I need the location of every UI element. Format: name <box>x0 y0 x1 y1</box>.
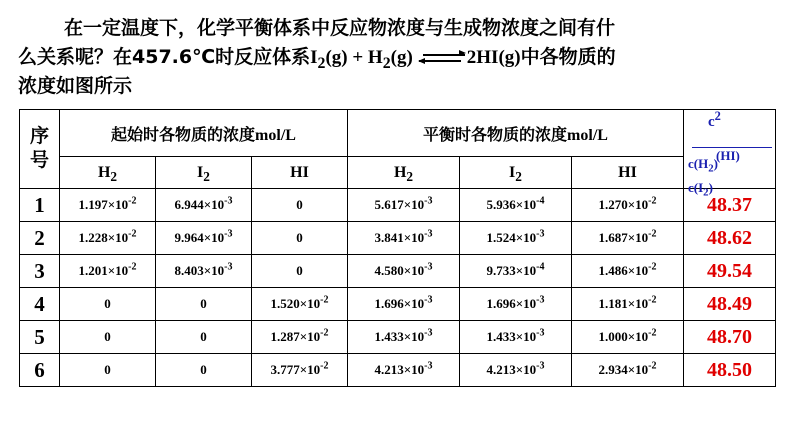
row-number: 3 <box>20 255 60 288</box>
concentration-cell: $2.934\times 10^{-2}$ <box>572 354 684 387</box>
table-body <box>20 189 776 387</box>
species-header-2: HI <box>252 157 348 189</box>
species-header-0: $H_2$ <box>60 157 156 189</box>
concentration-cell: 0 <box>156 288 252 321</box>
concentration-cell: 0 <box>60 321 156 354</box>
concentration-cell: $1.270\times 10^{-2}$ <box>572 189 684 222</box>
row-number: 6 <box>20 354 60 387</box>
intro-line-2 <box>18 43 788 72</box>
concentration-cell: $1.000\times 10^{-2}$ <box>572 321 684 354</box>
equilibrium-ratio-value: 48.70 <box>684 321 776 354</box>
table-header-row <box>20 110 776 157</box>
concentration-cell: $1.228\times 10^{-2}$ <box>60 222 156 255</box>
concentration-cell: $8.403\times 10^{-3}$ <box>156 255 252 288</box>
concentration-cell: $1.197\times 10^{-2}$ <box>60 189 156 222</box>
concentration-cell: $1.687\times 10^{-2}$ <box>572 222 684 255</box>
concentration-cell: $5.936\times 10^{-4}$ <box>460 189 572 222</box>
table-row <box>20 189 776 222</box>
seq-header <box>20 110 60 189</box>
concentration-cell: $1.486\times 10^{-2}$ <box>572 255 684 288</box>
concentration-cell: $4.580\times 10^{-3}$ <box>348 255 460 288</box>
intro-line-2-prefix: 么关系呢？在457.6℃时反应体系 <box>18 46 311 68</box>
table-row <box>20 354 776 387</box>
concentration-cell: 0 <box>156 321 252 354</box>
concentration-table <box>19 109 776 387</box>
reaction-reactants: $I_2(g) + H_2(g)$ <box>310 47 413 72</box>
table-row <box>20 222 776 255</box>
concentration-cell: $1.287\times 10^{-2}$ <box>252 321 348 354</box>
intro-line-3: 浓度如图所示 <box>18 75 133 97</box>
intro-text <box>18 14 788 101</box>
concentration-cell: 0 <box>252 189 348 222</box>
equilibrium-ratio-value: 48.62 <box>684 222 776 255</box>
concentration-cell: 0 <box>252 222 348 255</box>
reaction-product: 2HI(g) <box>466 47 521 68</box>
concentration-cell: $4.213\times 10^{-3}$ <box>348 354 460 387</box>
intro-line-1: 在一定温度下，化学平衡体系中反应物浓度与生成物浓度之间有什 <box>64 17 616 39</box>
equilibrium-ratio-formula: $c^2$ (HI) $c(H_2)$ $c(I_2)$ <box>688 110 773 210</box>
seq-header-label: 序号 <box>29 126 49 171</box>
concentration-cell: $1.181\times 10^{-2}$ <box>572 288 684 321</box>
concentration-cell: $1.201\times 10^{-2}$ <box>60 255 156 288</box>
concentration-cell: $1.696\times 10^{-3}$ <box>348 288 460 321</box>
species-header-row <box>20 157 776 189</box>
equilibrium-arrow-icon <box>419 51 465 65</box>
equilibrium-ratio-value: 48.49 <box>684 288 776 321</box>
row-number: 4 <box>20 288 60 321</box>
concentration-cell: $9.964\times 10^{-3}$ <box>156 222 252 255</box>
concentration-cell: $4.213\times 10^{-3}$ <box>460 354 572 387</box>
table-row <box>20 255 776 288</box>
species-header-1: $I_2$ <box>156 157 252 189</box>
species-header-5: HI <box>572 157 684 189</box>
concentration-cell: $1.696\times 10^{-3}$ <box>460 288 572 321</box>
concentration-cell: 0 <box>156 354 252 387</box>
concentration-cell: $9.733\times 10^{-4}$ <box>460 255 572 288</box>
concentration-cell: $5.617\times 10^{-3}$ <box>348 189 460 222</box>
equilibrium-header: 平衡时各物质的浓度mol/L <box>348 110 684 157</box>
intro-line-2-suffix: 中各物质的 <box>520 46 616 68</box>
row-number: 2 <box>20 222 60 255</box>
concentration-cell: $1.520\times 10^{-2}$ <box>252 288 348 321</box>
species-header-4: $I_2$ <box>460 157 572 189</box>
initial-header: 起始时各物质的浓度mol/L <box>60 110 348 157</box>
table-row <box>20 321 776 354</box>
concentration-cell: $1.433\times 10^{-3}$ <box>348 321 460 354</box>
concentration-cell: $3.841\times 10^{-3}$ <box>348 222 460 255</box>
equilibrium-ratio-value: 49.54 <box>684 255 776 288</box>
concentration-cell: $1.524\times 10^{-3}$ <box>460 222 572 255</box>
concentration-cell: $6.944\times 10^{-3}$ <box>156 189 252 222</box>
species-header-3: $H_2$ <box>348 157 460 189</box>
concentration-cell: 0 <box>252 255 348 288</box>
equilibrium-ratio-value: 48.50 <box>684 354 776 387</box>
concentration-cell: $1.433\times 10^{-3}$ <box>460 321 572 354</box>
concentration-cell: $3.777\times 10^{-2}$ <box>252 354 348 387</box>
concentration-cell: 0 <box>60 354 156 387</box>
row-number: 5 <box>20 321 60 354</box>
concentration-cell: 0 <box>60 288 156 321</box>
table-row <box>20 288 776 321</box>
ratio-header <box>684 109 776 199</box>
equilibrium-ratio-value: 48.37 <box>684 189 776 222</box>
row-number: 1 <box>20 189 60 222</box>
